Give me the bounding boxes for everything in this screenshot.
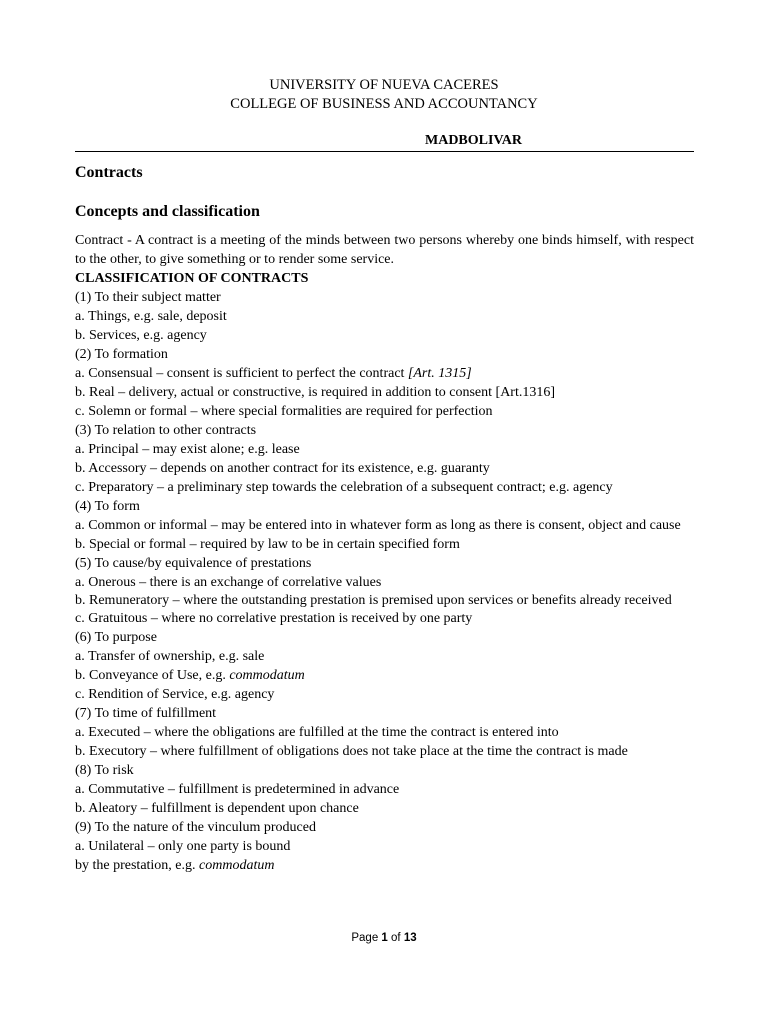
list-item: a. Transfer of ownership, e.g. sale [75, 649, 265, 664]
list-item: c. Solemn or formal – where special formalities are required for perfection [75, 404, 493, 419]
list-item: a. Onerous – there is an exchange of correlative values [75, 575, 382, 590]
list-item [75, 856, 694, 875]
list-item: (6) To purpose [75, 630, 157, 645]
list-item: (9) To the nature of the vinculum produced [75, 820, 316, 835]
list-item: b. Services, e.g. agency [75, 328, 207, 343]
list-item: c. Rendition of Service, e.g. agency [75, 687, 275, 702]
of-word: of [391, 932, 401, 944]
latin-term: commodatum [199, 858, 275, 873]
list-item-text: by the prestation, e.g. [75, 858, 200, 873]
classification-heading: CLASSIFICATION OF CONTRACTS [75, 271, 309, 286]
article-reference: [Art. 1315] [407, 366, 472, 381]
latin-term: commodatum [229, 668, 305, 683]
author-name: MADBOLIVAR [425, 133, 522, 148]
list-item: (7) To time of fulfillment [75, 706, 217, 721]
list-item: a. Executed – where the obligations are fulfilled at the time the contract is entered into [75, 725, 559, 740]
list-item: b. Aleatory – fulfillment is dependent upon chance [75, 801, 359, 816]
contract-definition: Contract - A contract is a meeting of the minds between two persons whereby one binds himself, with respect to the other, to give something or to render some service. [75, 233, 694, 267]
university-name: UNIVERSITY OF NUEVA CACERES [269, 77, 499, 93]
page-word: Page [351, 932, 379, 944]
section-heading: Concepts and classification [75, 203, 260, 220]
list-item: a. Things, e.g. sale, deposit [75, 309, 227, 324]
author-rule [75, 133, 694, 152]
college-name: COLLEGE OF BUSINESS AND ACCOUNTANCY [230, 96, 538, 112]
list-item: b. Executory – where fulfillment of obligations does not take place at the time the contract is made [75, 744, 628, 759]
list-item [75, 364, 694, 383]
page-title: Contracts [75, 164, 143, 181]
list-item: c. Preparatory – a preliminary step towards the celebration of a subsequent contract; e.g. agency [75, 480, 613, 495]
list-item: a. Commutative – fulfillment is predetermined in advance [75, 782, 400, 797]
list-item-text: b. Conveyance of Use, e.g. [75, 668, 230, 683]
list-item [75, 666, 694, 685]
list-item: (8) To risk [75, 763, 134, 778]
page-number: 1 [381, 932, 388, 944]
list-item: a. Common or informal – may be entered into in whatever form as long as there is consent, object and cause [75, 518, 681, 533]
list-item: a. Unilateral – only one party is bound [75, 839, 291, 854]
list-item: (3) To relation to other contracts [75, 423, 257, 438]
list-item: c. Gratuitous – where no correlative prestation is received by one party [75, 611, 473, 626]
list-item: (5) To cause/by equivalence of prestations [75, 556, 312, 571]
document-body [75, 231, 694, 875]
list-item: (1) To their subject matter [75, 290, 221, 305]
list-item: b. Real – delivery, actual or constructive, is required in addition to consent [Art.1316] [75, 385, 556, 400]
page-total: 13 [403, 932, 417, 944]
list-item: b. Special or formal – required by law to be in certain specified form [75, 537, 460, 552]
list-item: b. Remuneratory – where the outstanding prestation is premised upon services or benefits already received [75, 593, 672, 608]
list-item: a. Principal – may exist alone; e.g. lease [75, 442, 300, 457]
list-item: b. Accessory – depends on another contract for its existence, e.g. guaranty [75, 461, 490, 476]
list-item: (2) To formation [75, 347, 168, 362]
list-item-text: a. Consensual – consent is sufficient to perfect the contract [75, 366, 408, 381]
list-item: (4) To form [75, 499, 140, 514]
page-footer [0, 932, 768, 944]
